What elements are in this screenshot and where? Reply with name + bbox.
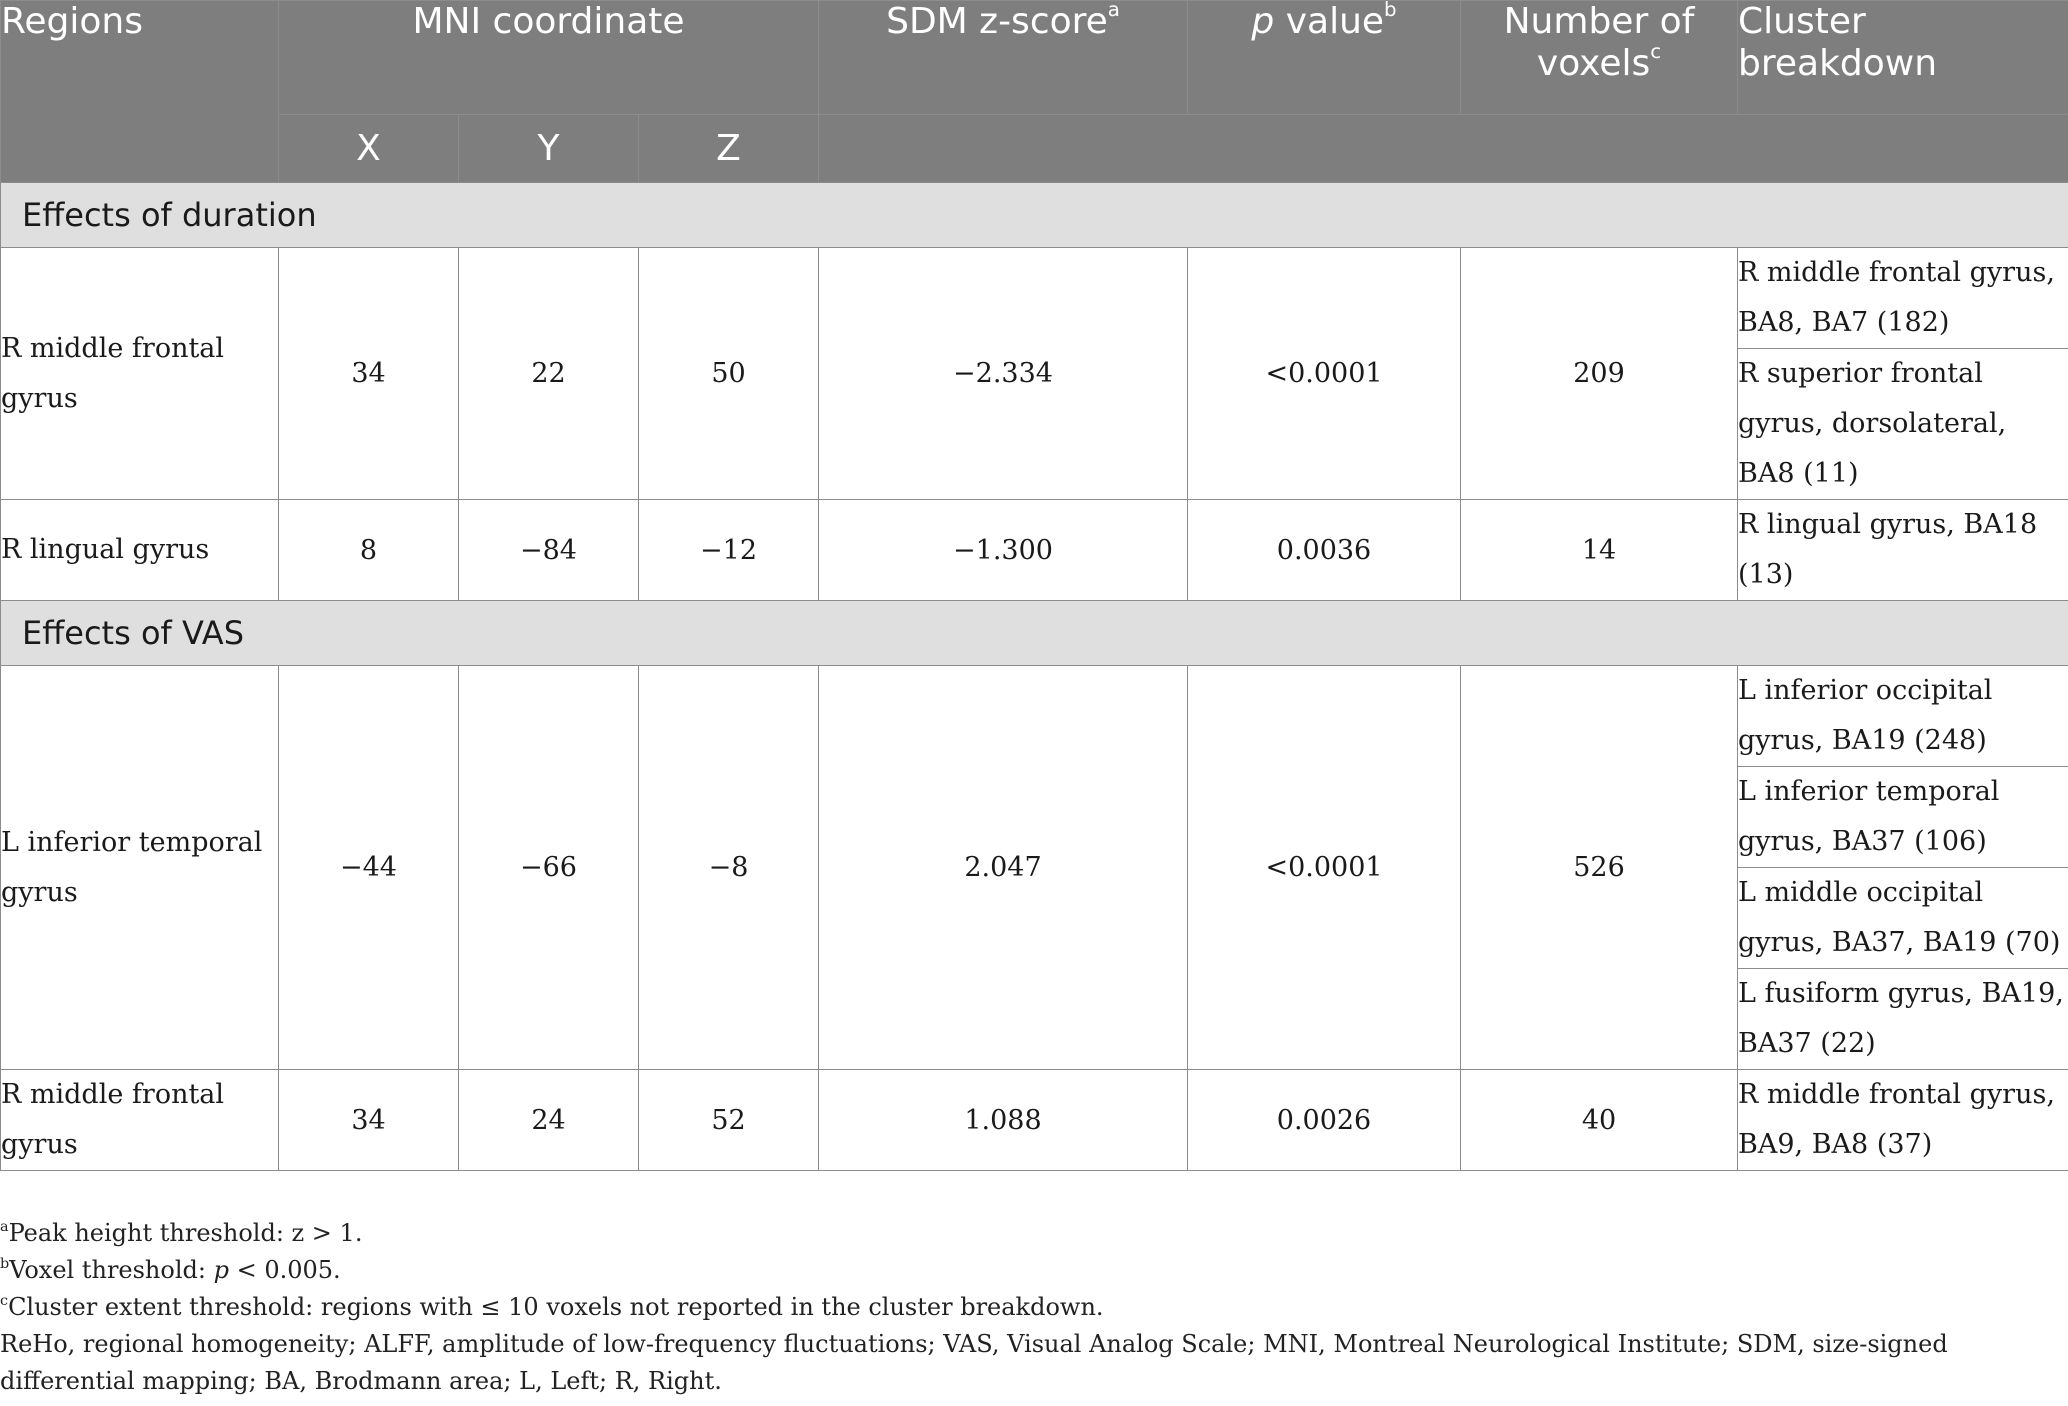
- breakdown-cell: R lingual gyrus, BA18 (13): [1738, 500, 2068, 601]
- y-cell: −84: [459, 500, 639, 601]
- z-cell: 50: [639, 248, 819, 500]
- header-sub-empty: [819, 115, 2068, 183]
- header-voxels-line1: Number of: [1503, 1, 1695, 42]
- sdm-cell: −1.300: [819, 500, 1188, 601]
- table-row: [1, 500, 2068, 601]
- table-row: [1, 666, 2068, 767]
- x-cell: −44: [279, 666, 459, 1070]
- table-body: [1, 183, 2068, 1171]
- footnote-marker-b: b: [1384, 0, 1397, 22]
- section-title-vas: Effects of VAS: [1, 601, 2068, 666]
- header-sdm-zscore: [819, 1, 1188, 115]
- footnote-b-text-pre: Voxel threshold:: [9, 1256, 214, 1284]
- footnote-b-italic: p: [213, 1256, 229, 1284]
- header-cluster-breakdown: [1738, 1, 2068, 115]
- p-value-cell: 0.0036: [1188, 500, 1461, 601]
- voxels-cell: 40: [1461, 1070, 1738, 1171]
- y-cell: 22: [459, 248, 639, 500]
- x-cell: 34: [279, 1070, 459, 1171]
- region-cell: R lingual gyrus: [1, 500, 279, 601]
- x-cell: 8: [279, 500, 459, 601]
- sdm-cell: 1.088: [819, 1070, 1188, 1171]
- p-value-cell: <0.0001: [1188, 666, 1461, 1070]
- section-title-duration: Effects of duration: [1, 183, 2068, 248]
- z-cell: 52: [639, 1070, 819, 1171]
- header-y: Y: [459, 115, 639, 183]
- footnote-c-mark: c: [0, 1292, 9, 1309]
- footnote-b-text-post: < 0.005.: [228, 1256, 341, 1284]
- breakdown-cell: R middle frontal gyrus, BA8, BA7 (182): [1738, 248, 2068, 349]
- footnote-marker-a: a: [1107, 0, 1120, 22]
- header-sdm-text: SDM z-score: [886, 1, 1108, 42]
- header-p-italic: p: [1251, 1, 1275, 42]
- table-row: [1, 1070, 2068, 1171]
- x-cell: 34: [279, 248, 459, 500]
- header-mni-coordinate: MNI coordinate: [279, 1, 819, 115]
- header-number-of-voxels: [1461, 1, 1738, 115]
- footnote-a: [0, 1215, 2040, 1252]
- region-cell: R middle frontal gyrus: [1, 1070, 279, 1171]
- voxels-cell: 526: [1461, 666, 1738, 1070]
- footnote-abbreviations: ReHo, regional homogeneity; ALFF, amplitude of low-frequency fluctuations; VAS, Visual Analog Scale; MNI, Montreal Neurological Institute; SDM, size-signed differential mapping; BA, Brodmann area; L, Left; R, Right.: [0, 1330, 1948, 1395]
- footnote-a-text: Peak height threshold: z > 1.: [8, 1219, 363, 1247]
- voxels-cell: 14: [1461, 500, 1738, 601]
- p-value-cell: 0.0026: [1188, 1070, 1461, 1171]
- sdm-cell: 2.047: [819, 666, 1188, 1070]
- y-cell: 24: [459, 1070, 639, 1171]
- header-cluster-line2: breakdown: [1738, 43, 1938, 84]
- breakdown-cell: R middle frontal gyrus, BA9, BA8 (37): [1738, 1070, 2068, 1171]
- region-cell: L inferior temporal gyrus: [1, 666, 279, 1070]
- p-value-cell: <0.0001: [1188, 248, 1461, 500]
- header-z: Z: [639, 115, 819, 183]
- header-row-sub: [1, 115, 2068, 183]
- z-cell: −8: [639, 666, 819, 1070]
- footnote-marker-c: c: [1650, 40, 1662, 64]
- footnote-c-text: Cluster extent threshold: regions with ≤ 10 voxels not reported in the cluster breakdown.: [8, 1293, 1104, 1321]
- table-footnotes: [0, 1215, 2040, 1400]
- footnote-b: [0, 1252, 2040, 1289]
- voxels-cell: 209: [1461, 248, 1738, 500]
- section-row: [1, 183, 2068, 248]
- z-cell: −12: [639, 500, 819, 601]
- header-row-top: [1, 1, 2068, 115]
- breakdown-cell: L middle occipital gyrus, BA37, BA19 (70): [1738, 868, 2068, 969]
- table-header: [1, 1, 2068, 183]
- breakdown-cell: L inferior occipital gyrus, BA19 (248): [1738, 666, 2068, 767]
- header-x: X: [279, 115, 459, 183]
- sdm-cell: −2.334: [819, 248, 1188, 500]
- region-cell: R middle frontal gyrus: [1, 248, 279, 500]
- header-cluster-line1: Cluster: [1738, 1, 1866, 42]
- y-cell: −66: [459, 666, 639, 1070]
- footnote-c: [0, 1289, 2040, 1326]
- table-row: [1, 248, 2068, 349]
- breakdown-cell: L inferior temporal gyrus, BA37 (106): [1738, 767, 2068, 868]
- header-p-value: [1188, 1, 1461, 115]
- header-p-text: value: [1274, 1, 1385, 42]
- breakdown-cell: R superior frontal gyrus, dorsolateral, BA8 (11): [1738, 349, 2068, 500]
- footnote-b-mark: b: [0, 1255, 10, 1272]
- footnote-a-mark: a: [0, 1218, 9, 1235]
- header-voxels-line2: voxels: [1536, 43, 1651, 84]
- header-regions: Regions: [1, 1, 279, 183]
- section-row: [1, 601, 2068, 666]
- breakdown-cell: L fusiform gyrus, BA19, BA37 (22): [1738, 969, 2068, 1070]
